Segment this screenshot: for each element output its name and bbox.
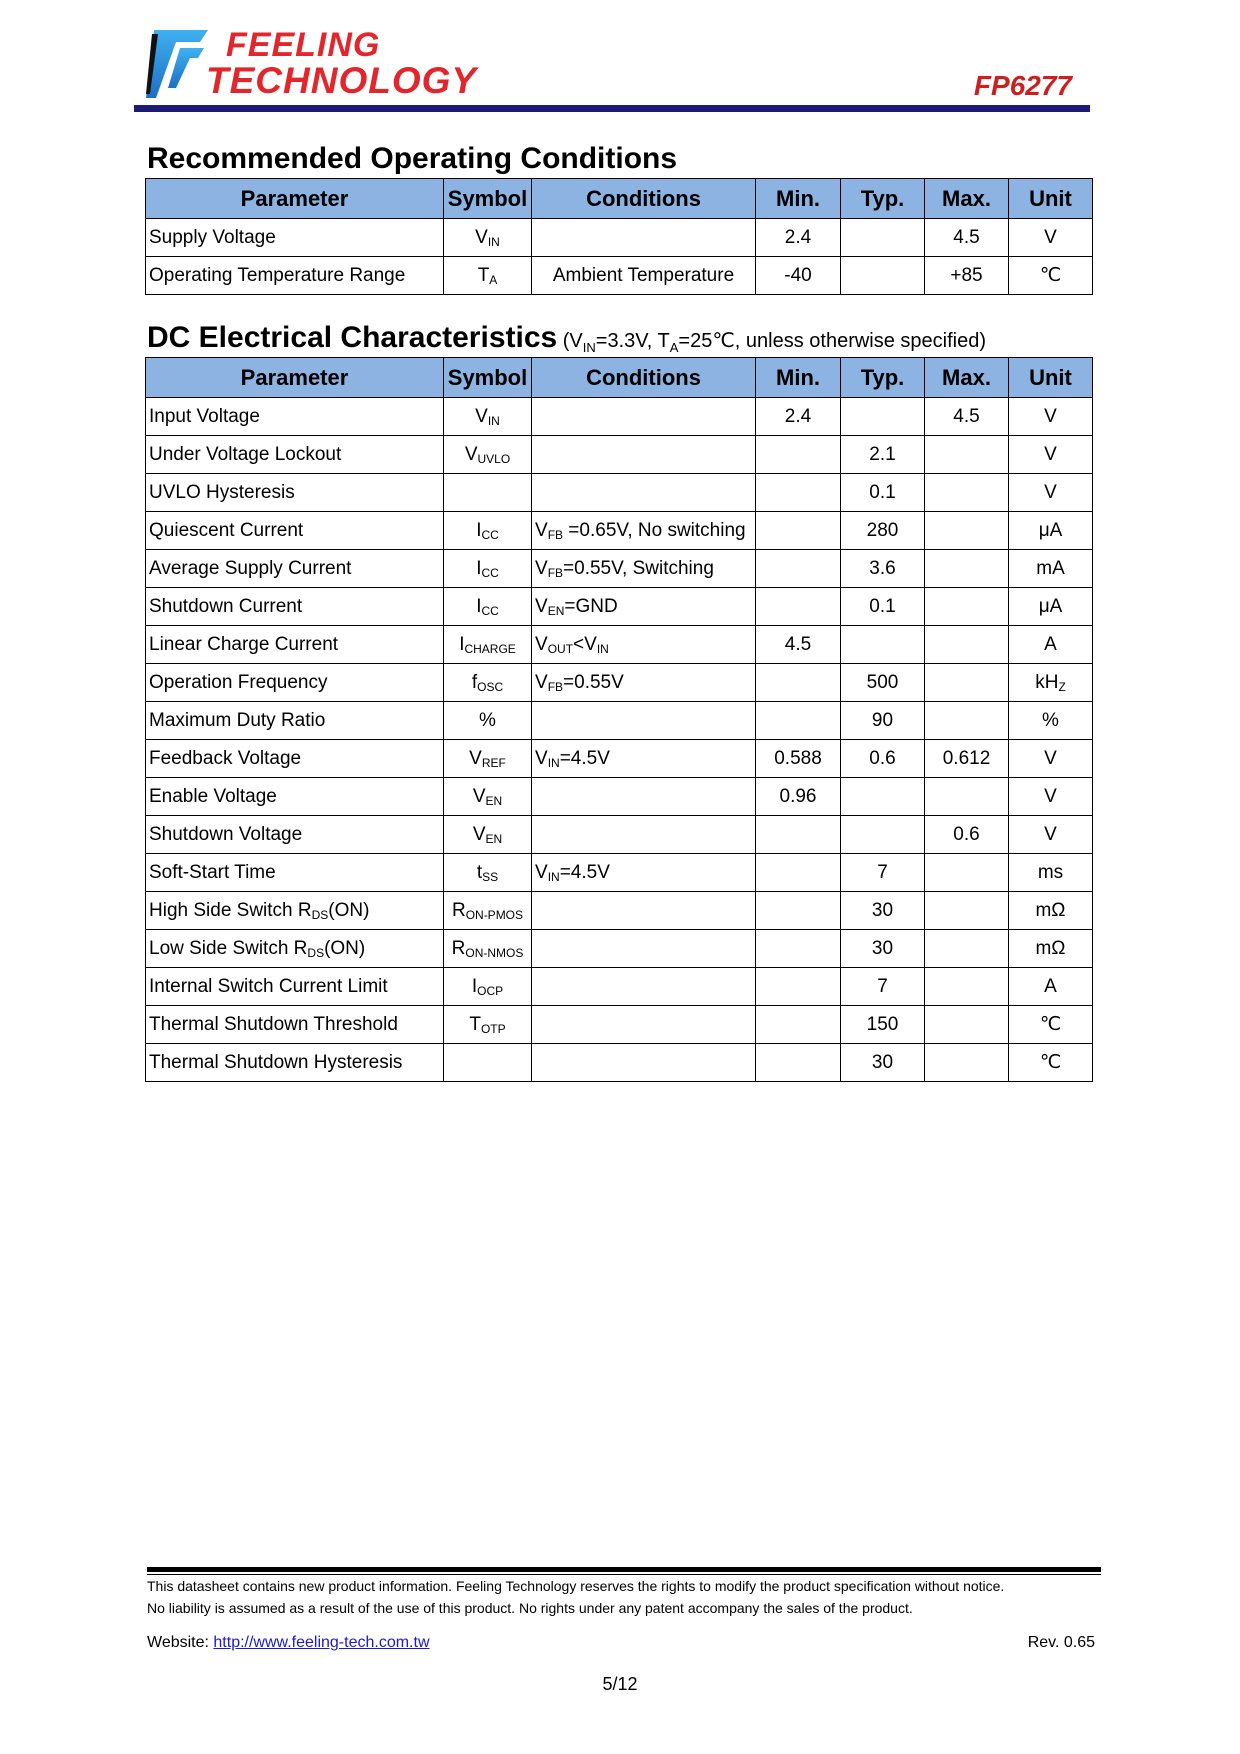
table-row — [146, 219, 1093, 257]
typ-cell: 0.1 — [841, 474, 925, 512]
table-row — [146, 1006, 1093, 1044]
logo-text-line2: TECHNOLOGY — [206, 60, 478, 101]
max-cell — [925, 930, 1009, 968]
unit-cell: ℃ — [1009, 257, 1093, 295]
unit-cell: V — [1009, 474, 1093, 512]
max-cell — [925, 664, 1009, 702]
table-row — [146, 854, 1093, 892]
symbol-cell: $V_{IN}$ — [444, 398, 532, 436]
typ-cell: 150 — [841, 1006, 925, 1044]
unit-cell: V — [1009, 436, 1093, 474]
logo-text-line1: FEELING — [226, 26, 381, 64]
param-cell: Thermal Shutdown Threshold — [146, 1006, 444, 1044]
typ-cell: 30 — [841, 930, 925, 968]
typ-cell: 280 — [841, 512, 925, 550]
website-line — [147, 1634, 430, 1652]
unit-cell: ℃ — [1009, 1044, 1093, 1082]
column-header: Symbol — [444, 358, 532, 398]
min-cell — [756, 436, 841, 474]
symbol-cell: $T_A$ — [444, 257, 532, 295]
symbol-cell: % — [444, 702, 532, 740]
max-cell: 0.6 — [925, 816, 1009, 854]
column-header: Unit — [1009, 179, 1093, 219]
typ-cell — [841, 816, 925, 854]
typ-cell — [841, 219, 925, 257]
table-row — [146, 930, 1093, 968]
footer-rule-thin — [147, 1574, 1101, 1575]
typ-cell: 0.1 — [841, 588, 925, 626]
table-row — [146, 816, 1093, 854]
min-cell — [756, 550, 841, 588]
roc-header-row — [146, 179, 1093, 219]
typ-cell: 30 — [841, 892, 925, 930]
param-cell: Shutdown Current — [146, 588, 444, 626]
dc-table — [145, 357, 1093, 1082]
unit-cell: V — [1009, 816, 1093, 854]
min-cell: 2.4 — [756, 219, 841, 257]
param-cell: Shutdown Voltage — [146, 816, 444, 854]
typ-cell: 7 — [841, 854, 925, 892]
conditions-cell — [532, 1006, 756, 1044]
typ-cell: 3.6 — [841, 550, 925, 588]
max-cell — [925, 474, 1009, 512]
symbol-cell: $V_{EN}$ — [444, 778, 532, 816]
min-cell — [756, 930, 841, 968]
conditions-cell — [532, 1044, 756, 1082]
symbol-cell: $V_{REF}$ — [444, 740, 532, 778]
min-cell: 2.4 — [756, 398, 841, 436]
min-cell: -40 — [756, 257, 841, 295]
footer-rule — [147, 1567, 1101, 1572]
table-row — [146, 257, 1093, 295]
param-cell: Input Voltage — [146, 398, 444, 436]
symbol-cell: $V_{IN}$ — [444, 219, 532, 257]
unit-cell: $kH_Z$ — [1009, 664, 1093, 702]
column-header: Conditions — [532, 358, 756, 398]
roc-title: Recommended Operating Conditions — [147, 142, 678, 175]
param-cell: UVLO Hysteresis — [146, 474, 444, 512]
symbol-cell — [444, 1044, 532, 1082]
conditions-cell: $V_{IN}=4.5V$ — [532, 740, 756, 778]
table-row — [146, 892, 1093, 930]
typ-cell — [841, 626, 925, 664]
symbol-cell: $T_{OTP}$ — [444, 1006, 532, 1044]
company-logo — [146, 26, 476, 104]
max-cell — [925, 436, 1009, 474]
param-cell: Thermal Shutdown Hysteresis — [146, 1044, 444, 1082]
min-cell: 4.5 — [756, 626, 841, 664]
header-rule — [134, 105, 1090, 112]
max-cell — [925, 512, 1009, 550]
unit-cell: A — [1009, 968, 1093, 1006]
conditions-cell: $V_{OUT}<V_{IN}$ — [532, 626, 756, 664]
conditions-cell — [532, 219, 756, 257]
max-cell — [925, 892, 1009, 930]
unit-cell: μA — [1009, 512, 1093, 550]
website-link[interactable]: http://www.feeling-tech.com.tw — [213, 1634, 430, 1651]
conditions-cell — [532, 816, 756, 854]
typ-cell: 90 — [841, 702, 925, 740]
symbol-cell: $R_{ON-NMOS}$ — [444, 930, 532, 968]
table-row — [146, 436, 1093, 474]
max-cell — [925, 702, 1009, 740]
min-cell — [756, 588, 841, 626]
table-row — [146, 398, 1093, 436]
symbol-cell: $V_{EN}$ — [444, 816, 532, 854]
unit-cell: mA — [1009, 550, 1093, 588]
unit-cell: ms — [1009, 854, 1093, 892]
param-cell: Operating Temperature Range — [146, 257, 444, 295]
column-header: Unit — [1009, 358, 1093, 398]
table-row — [146, 626, 1093, 664]
param-cell: Internal Switch Current Limit — [146, 968, 444, 1006]
column-header: Symbol — [444, 179, 532, 219]
unit-cell: % — [1009, 702, 1093, 740]
column-header: Max. — [925, 179, 1009, 219]
conditions-cell: $V_{FB}=0.55V$, Switching — [532, 550, 756, 588]
conditions-cell: $V_{EN}=GND$ — [532, 588, 756, 626]
min-cell — [756, 474, 841, 512]
typ-cell: 500 — [841, 664, 925, 702]
min-cell: 0.96 — [756, 778, 841, 816]
table-row — [146, 1044, 1093, 1082]
table-row — [146, 702, 1093, 740]
roc-table — [145, 178, 1093, 295]
max-cell — [925, 550, 1009, 588]
column-header: Typ. — [841, 358, 925, 398]
min-cell — [756, 892, 841, 930]
max-cell: +85 — [925, 257, 1009, 295]
param-cell: Maximum Duty Ratio — [146, 702, 444, 740]
min-cell — [756, 512, 841, 550]
param-cell: Linear Charge Current — [146, 626, 444, 664]
param-cell: Average Supply Current — [146, 550, 444, 588]
dc-title-conditions: ($V_{IN}=3.3V$, $T_A=25℃$, unless otherwise specified) — [557, 330, 987, 355]
table-row — [146, 740, 1093, 778]
column-header: Parameter — [146, 179, 444, 219]
typ-cell: 0.6 — [841, 740, 925, 778]
table-row — [146, 550, 1093, 588]
conditions-cell — [532, 436, 756, 474]
typ-cell — [841, 257, 925, 295]
column-header: Min. — [756, 179, 841, 219]
unit-cell: V — [1009, 398, 1093, 436]
conditions-cell — [532, 968, 756, 1006]
max-cell — [925, 626, 1009, 664]
symbol-cell: $I_{CC}$ — [444, 512, 532, 550]
unit-cell: V — [1009, 778, 1093, 816]
param-cell: Supply Voltage — [146, 219, 444, 257]
typ-cell: 2.1 — [841, 436, 925, 474]
param-cell: Operation Frequency — [146, 664, 444, 702]
footer-note-2: No liability is assumed as a result of the use of this product. No rights under any patent accompany the sales of the product. — [147, 1600, 913, 1616]
dc-header-row — [146, 358, 1093, 398]
symbol-cell: $f_{OSC}$ — [444, 664, 532, 702]
symbol-cell: $I_{CC}$ — [444, 550, 532, 588]
part-number: FP6277 — [973, 70, 1072, 101]
unit-cell: ℃ — [1009, 1006, 1093, 1044]
conditions-cell — [532, 702, 756, 740]
symbol-cell — [444, 474, 532, 512]
conditions-cell: $V_{FB}=0.55V$ — [532, 664, 756, 702]
max-cell — [925, 1044, 1009, 1082]
website-label: Website: — [147, 1634, 214, 1651]
symbol-cell: $I_{CC}$ — [444, 588, 532, 626]
typ-cell — [841, 778, 925, 816]
unit-cell: mΩ — [1009, 930, 1093, 968]
param-cell: Feedback Voltage — [146, 740, 444, 778]
dc-title — [147, 321, 986, 355]
min-cell — [756, 816, 841, 854]
param-cell: Enable Voltage — [146, 778, 444, 816]
symbol-cell: $V_{UVLO}$ — [444, 436, 532, 474]
unit-cell: μA — [1009, 588, 1093, 626]
conditions-cell — [532, 892, 756, 930]
column-header: Conditions — [532, 179, 756, 219]
table-row — [146, 664, 1093, 702]
conditions-cell — [532, 778, 756, 816]
max-cell — [925, 854, 1009, 892]
typ-cell: 7 — [841, 968, 925, 1006]
max-cell — [925, 1006, 1009, 1044]
unit-cell: A — [1009, 626, 1093, 664]
table-row — [146, 778, 1093, 816]
conditions-cell: Ambient Temperature — [532, 257, 756, 295]
typ-cell — [841, 398, 925, 436]
conditions-cell — [532, 398, 756, 436]
unit-cell: mΩ — [1009, 892, 1093, 930]
param-cell: Quiescent Current — [146, 512, 444, 550]
max-cell: 4.5 — [925, 219, 1009, 257]
min-cell — [756, 968, 841, 1006]
min-cell — [756, 1006, 841, 1044]
unit-cell: V — [1009, 740, 1093, 778]
param-cell: Low Side Switch $R_{DS}(ON)$ — [146, 930, 444, 968]
max-cell — [925, 968, 1009, 1006]
revision: Rev. 0.65 — [1027, 1634, 1095, 1651]
table-row — [146, 588, 1093, 626]
symbol-cell: $I_{CHARGE}$ — [444, 626, 532, 664]
symbol-cell: $I_{OCP}$ — [444, 968, 532, 1006]
table-row — [146, 474, 1093, 512]
param-cell: Under Voltage Lockout — [146, 436, 444, 474]
conditions-cell: $V_{FB} =0.65V$, No switching — [532, 512, 756, 550]
param-cell: Soft-Start Time — [146, 854, 444, 892]
typ-cell: 30 — [841, 1044, 925, 1082]
page-number: 5/12 — [602, 1674, 638, 1694]
unit-cell: V — [1009, 219, 1093, 257]
symbol-cell: $t_{SS}$ — [444, 854, 532, 892]
min-cell: 0.588 — [756, 740, 841, 778]
min-cell — [756, 1044, 841, 1082]
param-cell: High Side Switch $R_{DS}(ON)$ — [146, 892, 444, 930]
max-cell — [925, 778, 1009, 816]
max-cell — [925, 588, 1009, 626]
max-cell: 0.612 — [925, 740, 1009, 778]
footer-note-1: This datasheet contains new product information. Feeling Technology reserves the rights to modify the product specification without notice. — [147, 1578, 1005, 1594]
dc-title-text: DC Electrical Characteristics — [147, 321, 558, 354]
max-cell: 4.5 — [925, 398, 1009, 436]
min-cell — [756, 664, 841, 702]
column-header: Min. — [756, 358, 841, 398]
conditions-cell: $V_{IN}=4.5V$ — [532, 854, 756, 892]
conditions-cell — [532, 930, 756, 968]
conditions-cell — [532, 474, 756, 512]
min-cell — [756, 702, 841, 740]
table-row — [146, 512, 1093, 550]
symbol-cell: $R_{ON-PMOS}$ — [444, 892, 532, 930]
column-header: Parameter — [146, 358, 444, 398]
min-cell — [756, 854, 841, 892]
column-header: Typ. — [841, 179, 925, 219]
column-header: Max. — [925, 358, 1009, 398]
table-row — [146, 968, 1093, 1006]
